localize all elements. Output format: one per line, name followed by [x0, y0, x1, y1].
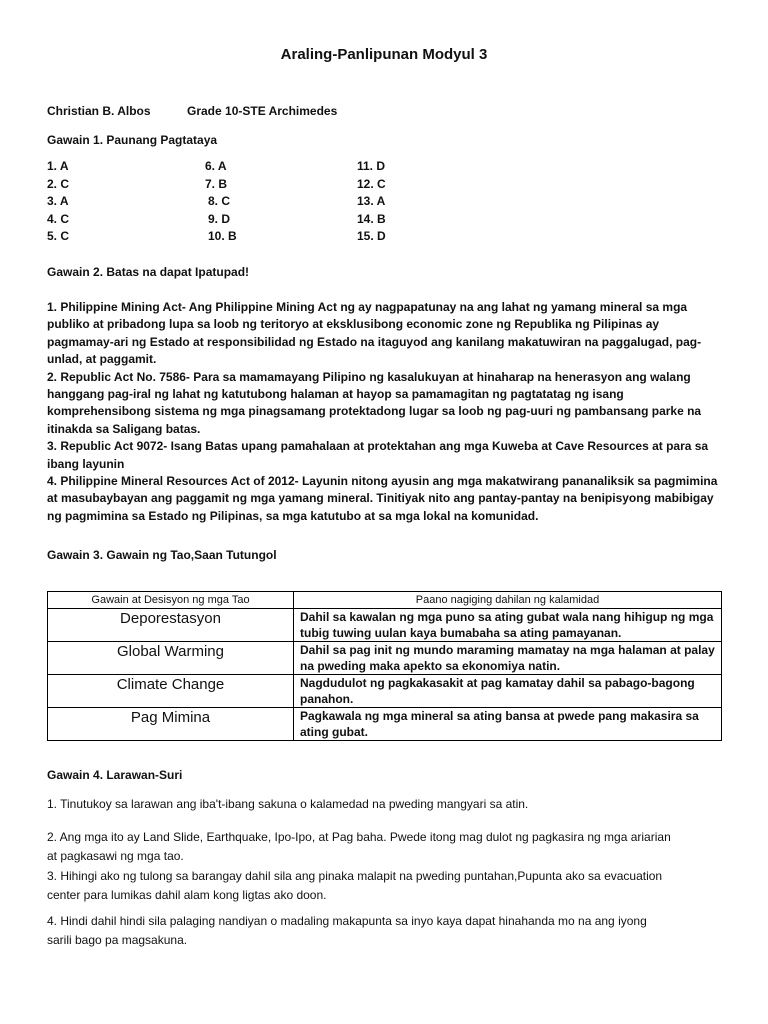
law-line: itinakda sa Saligang batas.: [47, 421, 201, 436]
answer-line: center para lumikas dahil alam kong ligtas ako doon.: [47, 888, 327, 902]
answer-line: sarili bago pa magsakuna.: [47, 933, 188, 947]
gawain1-heading: Gawain 1. Paunang Pagtataya: [47, 133, 218, 147]
answer-line: at pagkasawi ng mga tao.: [47, 849, 184, 863]
law-line: 4. Philippine Mineral Resources Act of 2012- Layunin nitong ayusin ang mga makatwirang pananaliksik sa pagmimina: [47, 474, 718, 489]
gawain1-answers-col1: [47, 158, 69, 246]
law-item: [47, 369, 720, 439]
gawain4-answer: [47, 795, 720, 814]
page-title: Araling-Panlipunan Modyul 3: [280, 46, 488, 63]
law-item: [47, 299, 720, 369]
activity-cell: Pag Mimina: [48, 708, 294, 741]
answer-item: 2. C: [47, 176, 70, 191]
answer-item: 10. B: [208, 229, 237, 243]
law-line: hanggang pag-iral ng lahat ng katutubong halaman at hayop sa pamamagitan ng pagtatatag ng isang: [47, 387, 624, 402]
answer-item: 5. C: [47, 229, 70, 243]
answer-item: 13. A: [357, 194, 386, 208]
table-row: [48, 708, 722, 741]
law-line: 3. Republic Act 9072- Isang Batas upang pamahalaan at protektahan ang mga Kuweba at Cave Resources at para sa: [47, 439, 709, 454]
answer-item: 3. A: [47, 194, 69, 208]
answer-item: 4. C: [47, 211, 70, 226]
law-line: ibang layunin: [47, 456, 125, 471]
activity-cell: Climate Change: [48, 675, 294, 708]
answer-line: 2. Ang mga ito ay Land Slide, Earthquake, Ipo-Ipo, at Pag baha. Pwede itong mag dulot ng pagkasira ng mga ariarian: [47, 830, 671, 844]
table-header-row: [48, 592, 722, 609]
answer-item: 11. D: [357, 159, 386, 173]
answer-item: 1. A: [47, 159, 69, 173]
law-line: pagmamay-ari ng Estado at responsibilidad ng Estado na itaguyod ang kanilang makatuwiran na paggalugad, pag-: [47, 334, 702, 349]
reason-cell: Dahil sa pag init ng mundo maraming mamatay na mga halaman at palay na pweding maka apekto sa ekonomiya natin.: [294, 642, 722, 675]
reason-cell: Dahil sa kawalan ng mga puno sa ating gubat wala nang hihigup ng mga tubig tuwing uulan kaya bumabaha sa ating pamayanan.: [294, 609, 722, 642]
column-header: Gawain at Desisyon ng mga Tao: [48, 592, 294, 609]
answer-item: 14. B: [357, 211, 386, 226]
answer-item: 8. C: [208, 194, 231, 208]
gawain4-answer: [47, 828, 720, 866]
gawain1-answers-col3: [357, 158, 386, 246]
answer-item: 7. B: [205, 176, 228, 191]
law-line: unlad, at paggamit.: [47, 352, 157, 367]
table-row: [48, 675, 722, 708]
answer-item: 15. D: [357, 229, 386, 243]
gawain2-heading: Gawain 2. Batas na dapat Ipatupad!: [47, 265, 250, 279]
law-line: publiko at pribadong lupa sa loob ng teritoryo at eksklusibong economic zone ng Republika ng Pilipinas ay: [47, 317, 660, 332]
law-item: [47, 473, 720, 525]
activity-cell: Deporestasyon: [48, 609, 294, 642]
gawain4-answer: [47, 912, 720, 950]
activity-cell: Global Warming: [48, 642, 294, 675]
answer-item: 12. C: [357, 176, 386, 191]
gawain1-answers-col2: [205, 158, 237, 246]
law-line: at masubaybayan ang paggamit ng mga yamang mineral. Tinitiyak nito ang pantay-pantay na benipisyong mabibigay: [47, 491, 714, 506]
reason-cell: Nagdudulot ng pagkakasakit at pag kamatay dahil sa pabago-bagong panahon.: [294, 675, 722, 708]
answer-line: 3. Hihingi ako ng tulong sa barangay dahil sila ang pinaka malapit na pweding puntahan,Pupunta ako sa evacuation: [47, 869, 663, 883]
gawain3-table: [47, 591, 722, 741]
answer-item: 9. D: [208, 211, 231, 226]
student-name: Christian B. Albos: [47, 104, 151, 118]
column-header: Paano nagiging dahilan ng kalamidad: [294, 592, 722, 609]
table-row: [48, 642, 722, 675]
answer-line: 4. Hindi dahil hindi sila palaging nandiyan o madaling makapunta sa inyo kaya dapat hinahanda mo na ang iyong: [47, 914, 647, 928]
law-line: komprehensibong sistema ng mga pinagsamang protektadong lugar sa loob ng pag-uuri ng pambansang parke na: [47, 404, 702, 419]
gawain4-answer: [47, 867, 720, 905]
law-line: 2. Republic Act No. 7586- Para sa mamamayang Pilipino ng kasalukuyan at hinaharap na henerasyon ang walang: [47, 369, 691, 384]
law-line: 1. Philippine Mining Act- Ang Philippine Mining Act ng ay nagpapatunay na ang lahat ng yamang mineral sa mga: [47, 300, 688, 314]
grade-section: Grade 10-STE Archimedes: [187, 104, 338, 118]
answer-line: 1. Tinutukoy sa larawan ang iba't-ibang sakuna o kalamedad na pweding mangyari sa atin.: [47, 797, 529, 811]
gawain2-laws: [47, 299, 720, 525]
gawain3-heading: Gawain 3. Gawain ng Tao,Saan Tutungol: [47, 548, 277, 562]
gawain4-heading: Gawain 4. Larawan-Suri: [47, 768, 183, 782]
answer-item: 6. A: [205, 159, 227, 173]
law-line: ng pagmimina sa Estado ng Pilipinas, sa mga katutubo at sa mga lokal na komunidad.: [47, 508, 539, 523]
reason-cell: Pagkawala ng mga mineral sa ating bansa at pwede pang makasira sa ating gubat.: [294, 708, 722, 741]
table-row: [48, 609, 722, 642]
law-item: [47, 438, 720, 473]
